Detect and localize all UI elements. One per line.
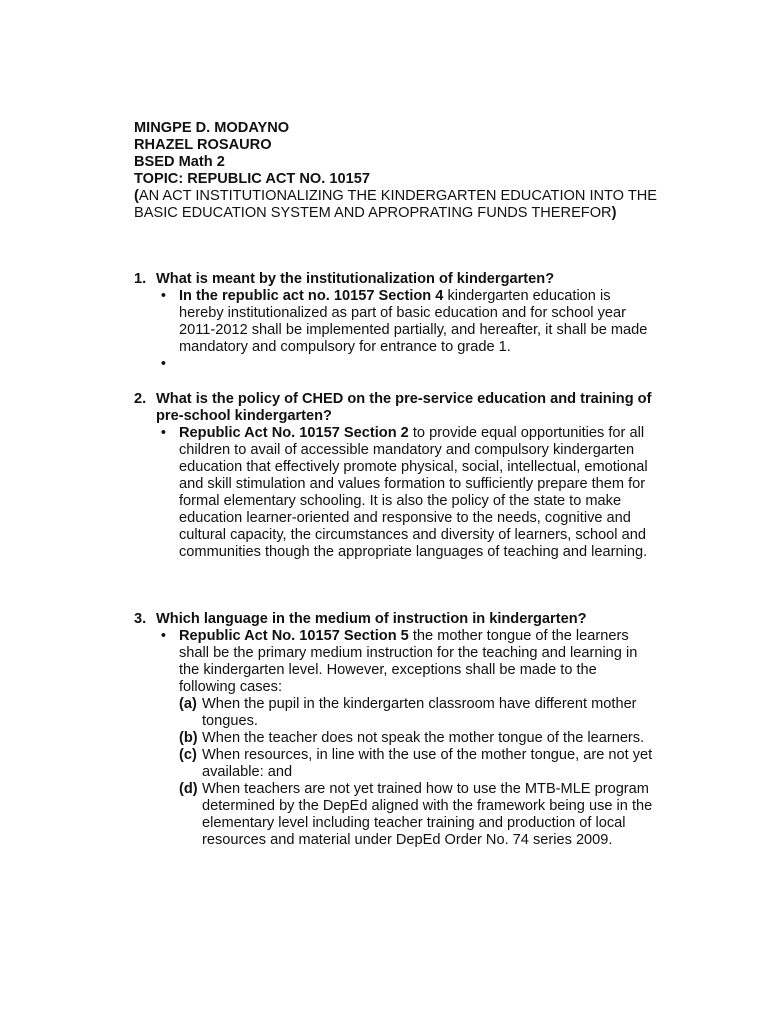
question-number: 3.: [134, 611, 147, 627]
question-2: [134, 391, 674, 561]
answer-bullet: [134, 288, 674, 356]
empty-bullet: [134, 356, 674, 373]
bullet-icon: •: [160, 628, 166, 644]
case-c: (c) When resources, in line with the use of the mother tongue, are not yet available: and: [179, 747, 653, 780]
case-a: (a) When the pupil in the kindergarten classroom have different mother tongues.: [179, 696, 637, 729]
bullet-icon: •: [160, 425, 166, 441]
question-1-title: [134, 271, 674, 288]
question-number: 2.: [134, 391, 147, 407]
case-d: (d) When teachers are not yet trained how to use the MTB-MLE program determined by the DepEd aligned with the framework being use in the elementary level including teacher training and production of local resources and material under DepEd Order No. 74 series 2009.: [179, 781, 653, 848]
question-text: Which language in the medium of instruction in kindergarten?: [156, 611, 587, 627]
question-1: [134, 271, 674, 373]
author-name-1: MINGPE D. MODAYNO: [134, 120, 290, 136]
question-3-title: [134, 611, 674, 628]
act-subtitle: (AN ACT INSTITUTIONALIZING THE KINDERGARTEN EDUCATION INTO THE BASIC EDUCATION SYSTEM AND APROPRATING FUNDS THEREFOR): [134, 188, 658, 221]
answer-text: Republic Act No. 10157 Section 2 to provide equal opportunities for all children to avail of accessible mandatory and compulsory kindergarten education that effectively promote physical, social, intellectual, emotional and skill stimulation and values formation to sufficiently prepare them for formal elementary schooling. It is also the policy of the state to make education learner-oriented and responsive to the needs, cognitive and cultural capacity, the circumstances and diversity of learners, school and communities though the appropriate languages of teaching and learning.: [179, 425, 648, 560]
answer-text: Republic Act No. 10157 Section 5 the mother tongue of the learners shall be the primary medium instruction for the teaching and learning in the kindergarten level. However, exceptions shall be made to the following cases: (a) When the pupil in the kindergarten classroom have different mother tongues. (b) When the teacher does not speak the mother tongue of the learners. (c) When resources, in line with the use of the mother tongue, are not yet available: and (d) When teachers are not yet trained how to use the MTB-MLE program determined by the DepEd aligned with the framework being use in the elementary level including teacher training and production of local resources and material under DepEd Order No. 74 series 2009.: [179, 628, 657, 849]
answer-bullet: [134, 628, 674, 849]
topic-title: TOPIC: REPUBLIC ACT NO. 10157: [134, 171, 370, 187]
question-number: 1.: [134, 271, 147, 287]
document-header: [134, 120, 674, 222]
question-text: What is the policy of CHED on the pre-service education and training of pre-school kindergarten?: [156, 391, 652, 424]
question-2-title: [134, 391, 674, 425]
answer-bullet: [134, 425, 674, 561]
bullet-icon: •: [160, 356, 166, 372]
author-name-2: RHAZEL ROSAURO: [134, 137, 272, 153]
answer-text: In the republic act no. 10157 Section 4 kindergarten education is hereby institutionalized as part of basic education and for school year 2011-2012 shall be implemented partially, and hereafter, it shall be made mandatory and compulsory for entrance to grade 1.: [179, 288, 648, 355]
course-label: BSED Math 2: [134, 154, 225, 170]
question-text: What is meant by the institutionalization of kindergarten?: [156, 271, 555, 287]
bullet-icon: •: [160, 288, 166, 304]
question-3: [134, 611, 674, 849]
case-b: (b) When the teacher does not speak the mother tongue of the learners.: [179, 730, 645, 746]
